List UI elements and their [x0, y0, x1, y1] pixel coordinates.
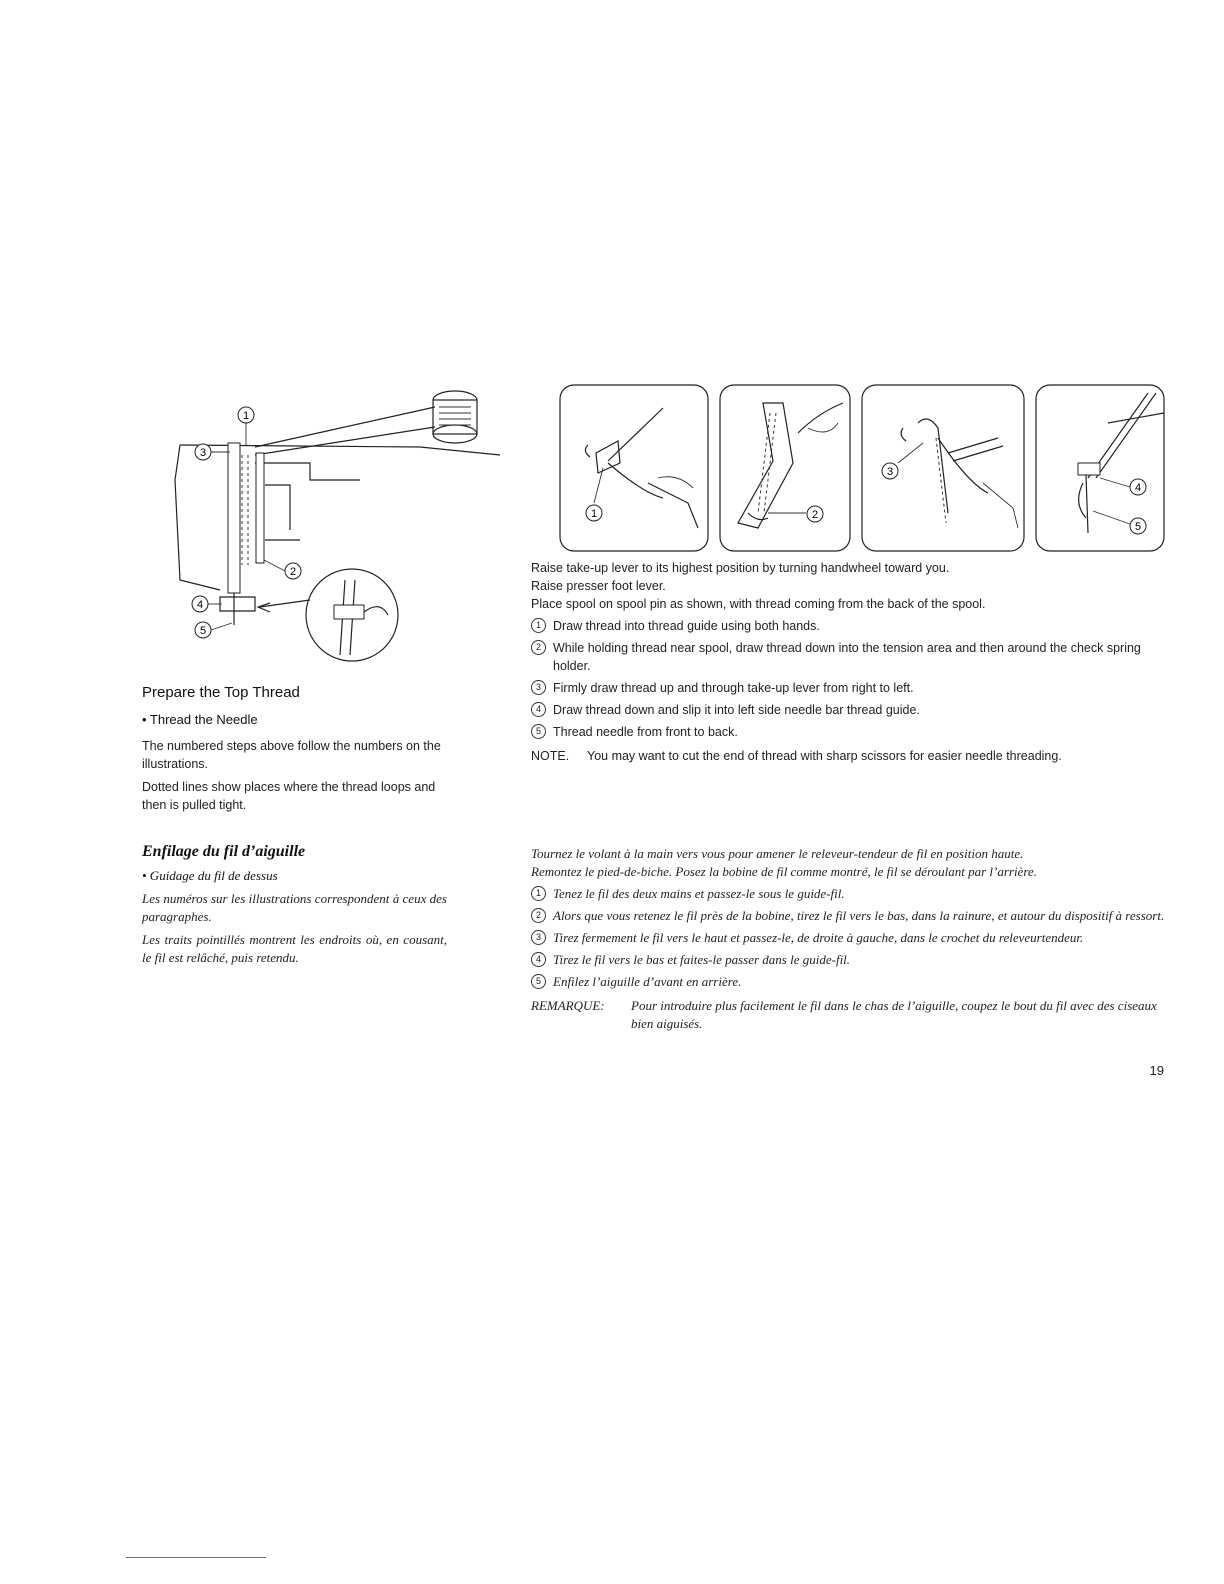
- step-item: [531, 973, 1168, 991]
- step-number: 3: [531, 930, 546, 945]
- subheading: • Thread the Needle: [142, 712, 258, 727]
- step-text: While holding thread near spool, draw thread down into the tension area and then around the check spring holder.: [553, 641, 1141, 673]
- step-item: [531, 617, 1168, 635]
- section-heading: Prepare the Top Thread: [142, 684, 300, 701]
- machine-threading-illustration: [160, 385, 515, 670]
- step-number: 5: [531, 974, 546, 989]
- step-item: [531, 723, 1168, 741]
- step-number: 5: [531, 724, 546, 739]
- marker-label: 2: [289, 566, 297, 578]
- step-item: [531, 907, 1168, 925]
- step-text: Tenez le fil des deux mains et passez-le sous le guide-fil.: [553, 886, 845, 901]
- english-instructions: [531, 559, 1168, 765]
- step-number: 1: [531, 618, 546, 633]
- note: [531, 747, 1168, 765]
- remark: [531, 997, 1168, 1033]
- marker-2: [285, 563, 301, 579]
- step-text: Draw thread down and slip it into left side needle bar thread guide.: [553, 703, 920, 717]
- step-number: 2: [531, 908, 546, 923]
- paragraph: Dotted lines show places where the thread loops and then is pulled tight.: [142, 780, 436, 812]
- step-item: [531, 701, 1168, 719]
- marker-label: 5: [199, 625, 207, 637]
- step-panel-4: [1036, 385, 1164, 551]
- step-panel-3: [862, 385, 1024, 551]
- marker-label: 3: [199, 447, 207, 459]
- step-panels-illustration: [558, 383, 1168, 555]
- step-item: [531, 885, 1168, 903]
- page-number: 19: [1149, 1063, 1164, 1078]
- marker-3: [195, 444, 211, 460]
- step-panel-2: [720, 385, 850, 551]
- instruction-line: Raise take-up lever to its highest position by turning handwheel toward you.: [531, 561, 950, 575]
- panel-label: 5: [1134, 521, 1142, 533]
- subheading: • Guidage du fil de dessus: [142, 868, 278, 883]
- paragraph: Les traits pointillés montrent les endroits où, en cousant, le fil est relâché, puis retendu.: [142, 932, 447, 965]
- paragraph: Les numéros sur les illustrations correspondent à ceux des paragraphes.: [142, 891, 447, 924]
- note-text: You may want to cut the end of thread with sharp scissors for easier needle threading.: [587, 749, 1062, 763]
- step-panel-1: [560, 385, 708, 551]
- bottom-rule: [126, 1557, 266, 1558]
- step-item: [531, 929, 1168, 947]
- step-text: Draw thread into thread guide using both hands.: [553, 619, 820, 633]
- step-text: Firmly draw thread up and through take-up lever from right to left.: [553, 681, 914, 695]
- marker-5: [195, 622, 211, 638]
- marker-1: [238, 407, 254, 423]
- step-text: Enfilez l’aiguille d’avant en arrière.: [553, 974, 742, 989]
- step-number: 3: [531, 680, 546, 695]
- step-text: Thread needle from front to back.: [553, 725, 738, 739]
- step-number: 1: [531, 886, 546, 901]
- section-heading: Enfilage du fil d’aiguille: [142, 843, 306, 860]
- step-item: [531, 951, 1168, 969]
- marker-4: [192, 596, 208, 612]
- remark-label: REMARQUE:: [531, 998, 605, 1013]
- panel-label: 1: [590, 508, 598, 520]
- english-left-column: [142, 684, 447, 814]
- instruction-line: Tournez le volant à la main vers vous pour amener le releveur-tendeur de fil en position haute.: [531, 846, 1024, 861]
- step-number: 2: [531, 640, 546, 655]
- step-item: [531, 639, 1168, 675]
- panel-label: 2: [811, 509, 819, 521]
- step-number: 4: [531, 702, 546, 717]
- marker-label: 4: [196, 599, 204, 611]
- instruction-line: Place spool on spool pin as shown, with thread coming from the back of the spool.: [531, 597, 986, 611]
- french-instructions: [531, 845, 1168, 1033]
- step-text: Alors que vous retenez le fil près de la bobine, tirez le fil vers le bas, dans la rainure, et autour du dispositif à ressort.: [553, 908, 1165, 923]
- paragraph: The numbered steps above follow the numbers on the illustrations.: [142, 739, 441, 771]
- step-item: [531, 679, 1168, 697]
- step-text: Tirez le fil vers le bas et faites-le passer dans le guide-fil.: [553, 952, 851, 967]
- instruction-line: Raise presser foot lever.: [531, 579, 666, 593]
- instruction-line: Remontez le pied-de-biche. Posez la bobine de fil comme montré, le fil se déroulant par l’arrière.: [531, 864, 1037, 879]
- step-number: 4: [531, 952, 546, 967]
- panel-label: 3: [886, 466, 894, 478]
- panel-label: 4: [1134, 482, 1142, 494]
- step-text: Tirez fermement le fil vers le haut et passez-le, de droite à gauche, dans le crochet du releveurtendeur.: [553, 930, 1084, 945]
- note-label: NOTE.: [531, 749, 570, 763]
- remark-text: Pour introduire plus facilement le fil dans le chas de l’aiguille, coupez le bout du fil avec des ciseaux bien aiguisés.: [631, 998, 1157, 1031]
- marker-label: 1: [242, 410, 250, 422]
- french-left-column: [142, 843, 447, 967]
